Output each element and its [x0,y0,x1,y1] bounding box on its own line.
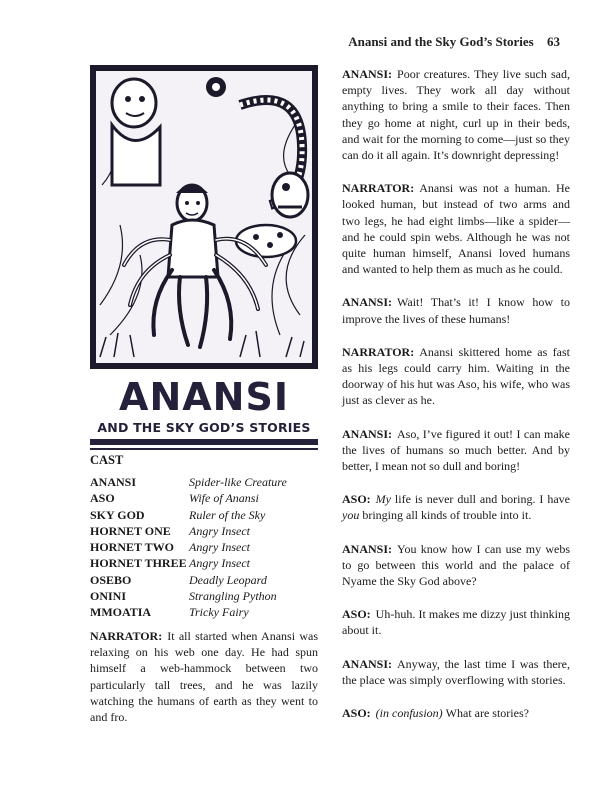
speaker-label: NARRATOR: [342,181,415,196]
script-line [342,294,570,326]
script-line [342,66,570,163]
cast-row [90,555,320,571]
anansi-illustration [90,65,318,369]
cast-name: OSEBO [90,572,132,587]
script-column-left [90,628,318,742]
cast-row [90,490,320,506]
title-rule-thin [90,448,318,450]
play-subtitle: AND THE SKY GOD’S STORIES [97,420,311,435]
speaker-label: NARRATOR: [90,629,163,643]
cast-role: Angry Insect [189,540,250,555]
play-title-block [90,376,318,450]
speaker-label: ASO: [342,492,371,507]
line-text: What are stories? [445,706,529,721]
running-header [348,34,560,50]
stage-direction: (in confusion) [375,706,443,721]
line-text: Aso, I’ve figured it out! I can make the lives of humans so much better. And by better, I mean not so dull and boring! [342,426,570,474]
cast-name: MMOATIA [90,605,152,620]
line-text: Wait! That’s it! I know how to improve the lives of these humans! [342,295,570,326]
emphasis-text: My [375,492,391,507]
speaker-label: ASO: [342,607,371,622]
cast-role: Spider-like Creature [189,475,287,489]
running-title: Anansi and the Sky God’s Stories [348,34,534,49]
script-line [342,491,570,523]
cast-role: Ruler of the Sky [189,507,266,522]
speaker-label: NARRATOR: [342,344,415,359]
cast-row [90,523,320,539]
line-text: Uh-huh. It makes me dizzy just thinking about it. [342,607,570,638]
line-text: Anansi skittered home as fast as his legs could carry him. Waiting in the doorway of his hut was Aso, his wife, who was just as clever as he. [342,344,570,408]
line-text: It all started when Anansi was relaxing on his web one day. He had spun himself a web-hammock between two particularly tall trees, and he was lazily watching the humans of earth as they went to and fro. [90,629,318,725]
script-line [342,344,570,409]
cast-role: Deadly Leopard [189,572,267,587]
script-line [342,541,570,590]
cast-role: Angry Insect [189,523,250,538]
script-line [342,180,570,277]
cast-row [90,588,320,604]
script-line [342,426,570,475]
cast-role: Wife of Anansi [189,491,259,506]
speaker-label: ANANSI: [342,426,393,441]
script-line [90,628,318,725]
line-text: life is never dull and boring. I have [391,492,570,507]
cast-row [90,474,320,490]
cast-name: ANANSI [90,475,137,489]
cast-name: HORNET ONE [90,523,171,538]
cast-row [90,507,320,523]
cast-row [90,572,320,588]
speaker-label: ANANSI: [342,656,393,671]
speaker-label: ANANSI: [342,295,393,310]
cast-role: Tricky Fairy [189,605,249,620]
page-number: 63 [547,34,560,49]
script-line [342,705,570,721]
line-text: Poor creatures. They live such sad, empty lives. They work all day without anything to bring a smile to their faces. Then they go home at night, curl up in their beds, and wait for the morning to come—just so they can do it all again. It’s downright depressing! [342,67,570,163]
cast-name: SKY GOD [90,507,145,522]
emphasis-text: you [342,508,360,523]
line-text: Anansi was not a human. He looked human, but instead of two arms and two legs, he had eight limbs—like a spider—and he could spin webs. Although he was not quite human himself, Anansi loved humans and wanted to help them as much as he could. [342,181,570,277]
script-column-right [342,66,570,738]
play-title: ANANSI [119,375,289,419]
line-text: Anyway, the last time I was there, the place was simply overflowing with stories. [342,656,570,687]
cast-name: ONINI [90,589,127,604]
script-line [342,606,570,638]
cast-name: ASO [90,491,115,506]
line-text: You know how I can use my webs to go between this world and the palace of Nyame the Sky God above? [342,541,570,589]
line-text: bringing all kinds of trouble into it. [359,508,532,523]
speaker-label: ANANSI: [342,541,393,556]
cast-list [90,474,320,621]
cast-row [90,604,320,620]
cast-name: HORNET TWO [90,540,174,555]
speaker-label: ASO: [342,706,371,721]
cast-heading: CAST [90,453,124,467]
script-line [342,656,570,688]
speaker-label: ANANSI: [342,67,393,81]
cast-role: Strangling Python [189,589,277,604]
cast-row [90,539,320,555]
cast-role: Angry Insect [189,556,250,571]
cast-name: HORNET THREE [90,556,187,571]
title-rule-thick [90,439,318,445]
